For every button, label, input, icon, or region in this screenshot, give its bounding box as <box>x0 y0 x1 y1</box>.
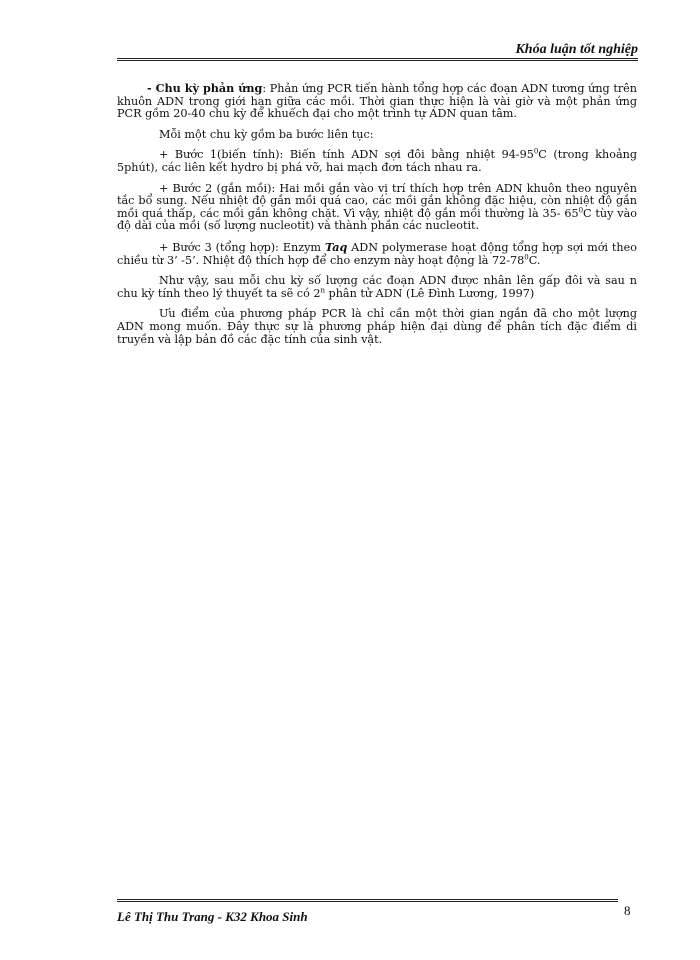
paragraph-text: + Bước 2 (gắn mồi): Hai mồi gắn vào vị trí thích hợp trên ADN khuôn theo nguyên tắc bổ sung. Nếu nhiệt độ gắn mồi quá cao, các mồi gắn không đặc hiệu, còn nhiệt độ gắn mồi quá thấp, các mồi gắn không chặt. Vì vậy, nhiệt độ gắn mồi thường là 35- 65 <box>117 181 637 220</box>
header-divider <box>117 58 638 61</box>
paragraph-text: + Bước 1(biến tính): Biến tính ADN sợi đôi bằng nhiệt 94-95 <box>159 148 534 162</box>
superscript: 0 <box>533 147 539 156</box>
paragraph-reaction-cycle <box>117 82 637 121</box>
document-body <box>117 82 637 354</box>
taq-term: Taq <box>324 239 348 254</box>
footer-author: Lê Thị Thu Trang - K32 Khoa Sinh <box>117 909 308 924</box>
paragraph-text: phân tử ADN (Lê Đình Lương, 1997) <box>325 286 535 300</box>
paragraph-doubling <box>117 275 637 300</box>
superscript: 0 <box>524 252 529 261</box>
paragraph-steps-intro: Mỗi một chu kỳ gồm ba bước liên tục: <box>159 127 374 141</box>
paragraph-text: + Bước 3 (tổng hợp): Enzym <box>159 240 325 254</box>
superscript: n <box>320 285 325 294</box>
paragraph-text: ADN polymerase hoạt động tổng hợp sợi mới theo chiều từ 3’ -5’. Nhiệt độ thích hợp để cho enzym này hoạt động là 72-78 <box>117 240 637 267</box>
paragraph-text: C. <box>528 253 541 267</box>
paragraph-step-2 <box>117 183 637 233</box>
page-header-title: Khóa luận tốt nghiệp <box>515 42 638 57</box>
paragraph-text: : Phản ứng PCR tiến hành tổng hợp các đoạn ADN tương ứng trên khuôn ADN trong giới hạn giữa các mồi. Thời gian thực hiện là vài giờ và một phản ứng PCR gồm 20-40 chu kỳ để khuếch đại cho một trình tự ADN quan tâm. <box>117 82 637 121</box>
term-reaction-cycle: - Chu kỳ phản ứng <box>147 81 263 95</box>
paragraph-text: Như vậy, sau mỗi chu kỳ số lượng các đoạn ADN được nhân lên gấp đôi và sau n chu kỳ tính theo lý thuyết ta sẽ có 2 <box>117 274 637 300</box>
paragraph-text: C (trong khoảng 5phút), các liên kết hydro bị phá vỡ, hai mạch đơn tách nhau ra. <box>117 148 637 174</box>
footer-divider <box>117 899 618 902</box>
paragraph-step-3 <box>117 241 637 267</box>
page-number: 8 <box>624 903 631 918</box>
paragraph-advantages: Ưu điểm của phương pháp PCR là chỉ cần một thời gian ngắn đã cho một lượng ADN mong muốn. Đây thực sự là phương pháp hiện đại dùng để phân tích đặc điểm di truyền và lập bản đồ các đặc tính của sinh vật. <box>117 307 637 346</box>
superscript: 0 <box>578 206 584 215</box>
paragraph-text: C tùy vào độ dài của mồi (số lượng nucleotit) và thành phần các nucleotit. <box>117 206 637 233</box>
paragraph-step-1 <box>117 149 637 174</box>
